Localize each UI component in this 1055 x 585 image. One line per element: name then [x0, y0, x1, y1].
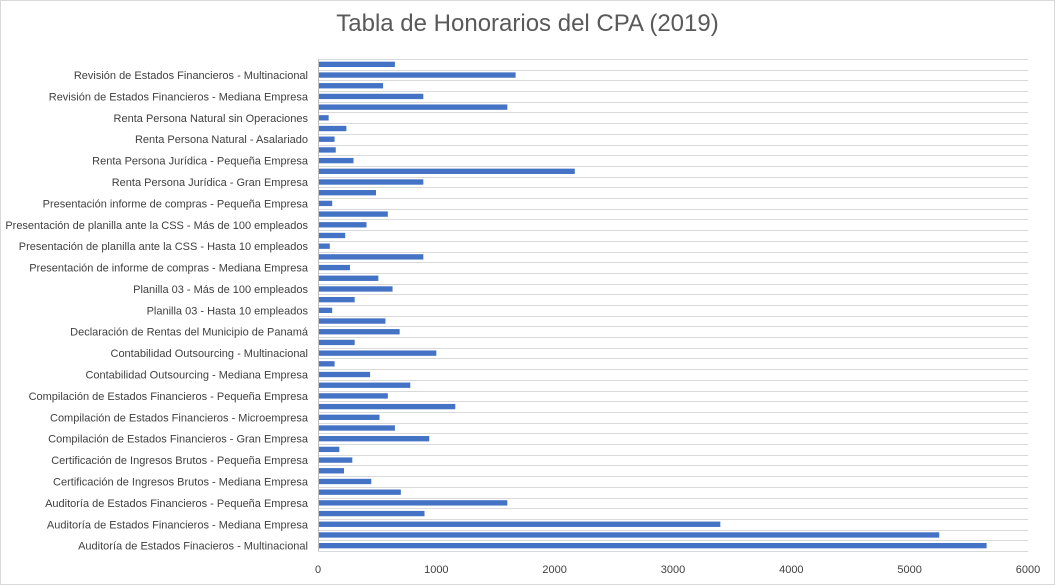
bar [319, 115, 329, 120]
bar [319, 94, 423, 99]
bar [319, 436, 429, 441]
bar [319, 425, 395, 430]
bar [319, 479, 371, 484]
bar [319, 190, 376, 195]
bar [319, 415, 380, 420]
category-label: Revisión de Estados Financieros - Multinacional [73, 70, 308, 83]
bar [319, 179, 423, 184]
category-label: Renta Persona Natural sin Operaciones [113, 112, 308, 125]
bar [319, 329, 400, 334]
bar [319, 72, 516, 77]
bar [319, 340, 355, 345]
bar [319, 222, 367, 227]
bar [319, 83, 383, 88]
category-label: Auditoría de Estados Financieros - Mediana Empresa [46, 519, 308, 532]
category-label: Presentación de informe de compras - Mediana Empresa [29, 262, 308, 275]
bar [319, 543, 987, 548]
category-label: Auditoría de Estados Finacieros - Multinacional [78, 540, 308, 553]
category-label: Planilla 03 - Hasta 10 empleados [146, 305, 308, 318]
x-tick-label: 6000 [1015, 564, 1041, 576]
category-label: Renta Persona Natural - Asalariado [134, 134, 308, 147]
bar [319, 286, 393, 291]
bar [319, 276, 378, 281]
bar [319, 404, 455, 409]
category-label: Contabilidad Outsourcing - Multinacional [110, 348, 308, 361]
x-tick-label: 5000 [897, 564, 922, 576]
category-label: Planilla 03 - Más de 100 empleados [133, 283, 308, 296]
bar [319, 233, 345, 238]
category-label: Declaración de Rentas del Municipio de Panamá [70, 326, 308, 339]
bar [319, 137, 335, 142]
category-label: Renta Persona Jurídica - Gran Empresa [111, 177, 308, 189]
category-label: Auditoría de Estados Financieros - Pequeña Empresa [45, 497, 308, 510]
category-label: Certificación de Ingresos Brutos - Pequeña Empresa [51, 455, 308, 468]
bar [319, 393, 388, 398]
bar [319, 522, 720, 527]
category-labels [5, 70, 309, 553]
bar [319, 372, 370, 377]
category-label: Presentación de planilla ante la CSS - Más de 100 empleados [5, 219, 308, 232]
category-label: Presentación de planilla ante la CSS - Hasta 10 empleados [18, 241, 308, 254]
bar [319, 318, 385, 323]
bar [319, 169, 575, 174]
bar [319, 532, 939, 537]
gridlines [318, 59, 1028, 552]
chart-title: Tabla de Honorarios del CPA (2019) [336, 10, 719, 37]
x-axis-ticks [315, 564, 1040, 576]
category-label: Certificación de Ingresos Brutos - Mediana Empresa [53, 476, 308, 489]
bar [319, 490, 401, 495]
bar [319, 457, 352, 462]
x-tick-label: 1000 [424, 564, 449, 576]
bar [319, 104, 507, 109]
bar [319, 126, 346, 131]
x-tick-label: 4000 [779, 564, 804, 576]
bar [319, 211, 388, 216]
category-label: Renta Persona Jurídica - Pequeña Empresa [92, 155, 308, 168]
bar [319, 308, 332, 313]
category-label: Compilación de Estados Financieros - Microempresa [50, 412, 308, 425]
category-label: Compilación de Estados Financieros - Pequeña Empresa [28, 390, 308, 403]
bar [319, 62, 395, 67]
bar [319, 201, 332, 206]
category-label: Presentación informe de compras - Pequeña Empresa [42, 198, 308, 211]
category-label: Revisión de Estados Financieros - Mediana Empresa [48, 91, 308, 104]
bar [319, 447, 339, 452]
bar [319, 511, 425, 516]
category-label: Compilación de Estados Financieros - Gran Empresa [48, 433, 308, 446]
x-tick-label: 3000 [660, 564, 686, 576]
bar [319, 383, 410, 388]
bar [319, 265, 350, 270]
x-tick-label: 0 [314, 564, 322, 576]
bar [319, 500, 507, 505]
bar [319, 350, 436, 355]
category-label: Contabilidad Outsourcing - Mediana Empresa [85, 369, 308, 382]
bar [319, 158, 354, 163]
bar [319, 297, 355, 302]
bar [319, 254, 423, 259]
bar [319, 244, 330, 249]
x-tick-label: 2000 [542, 564, 567, 576]
bar [319, 147, 336, 152]
bar [319, 361, 335, 366]
bar [319, 468, 344, 473]
